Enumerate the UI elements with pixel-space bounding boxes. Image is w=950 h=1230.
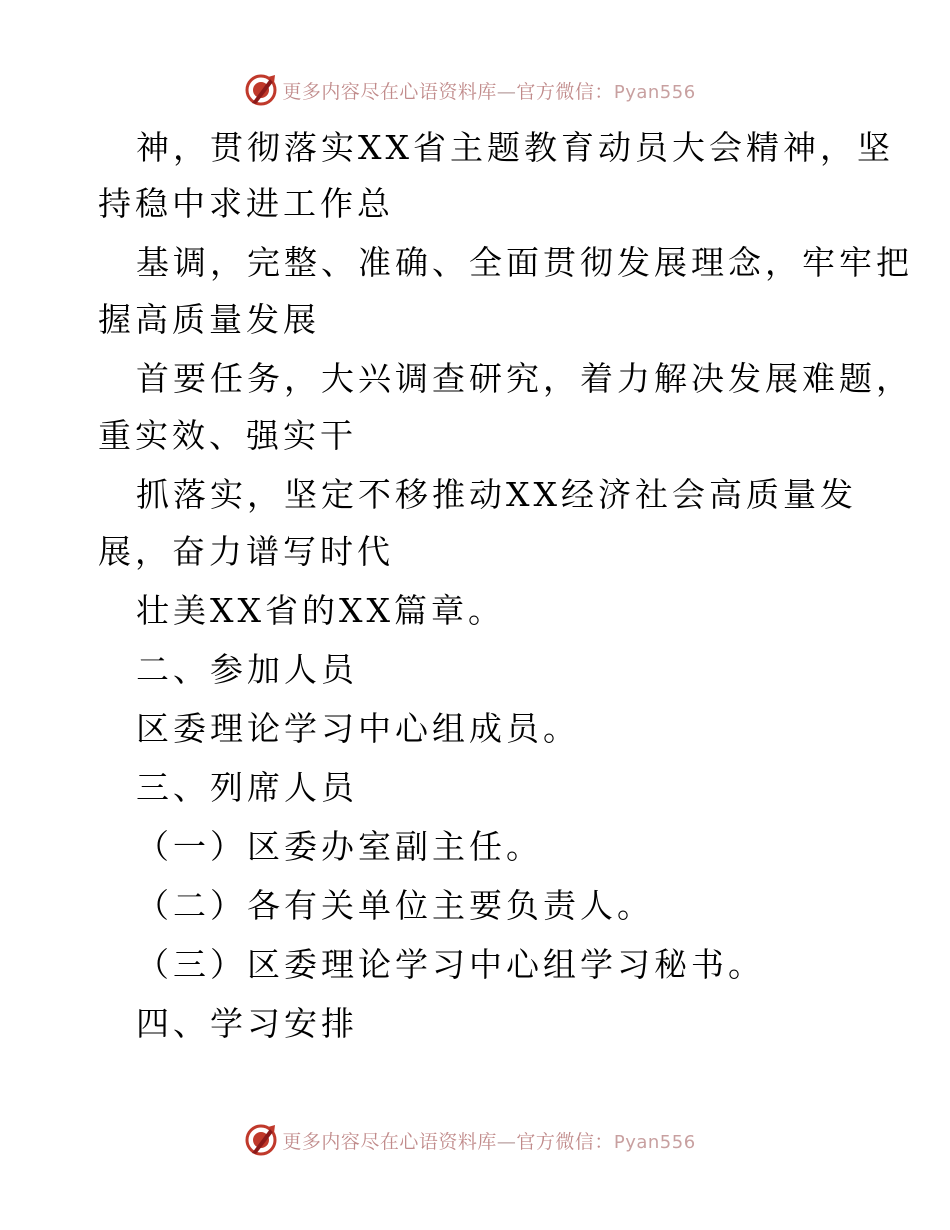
body-line: 基调，完整、准确、全面贯彻发展理念，牢牢把 xyxy=(136,243,913,282)
list-item: （一）区委办室副主任。 xyxy=(136,827,543,866)
watermark-wechat-id: Pyan556 xyxy=(613,1131,696,1153)
list-item: （二）各有关单位主要负责人。 xyxy=(136,886,654,925)
body-line: 首要任务，大兴调查研究，着力解决发展难题， xyxy=(136,359,913,398)
watermark-footer xyxy=(0,1120,950,1160)
list-item: （三）区委理论学习中心组学习秘书。 xyxy=(136,945,765,984)
body-line: 神，贯彻落实XX省主题教育动员大会精神，坚 xyxy=(136,128,894,167)
quill-logo-icon xyxy=(244,1123,278,1157)
body-line: 区委理论学习中心组成员。 xyxy=(136,709,580,748)
body-line: 抓落实，坚定不移推动XX经济社会高质量发 xyxy=(136,475,857,514)
quill-logo-icon xyxy=(244,73,278,107)
body-line: 握高质量发展 xyxy=(98,300,320,339)
body-line: 壮美XX省的XX篇章。 xyxy=(136,591,505,630)
watermark-text: 更多内容尽在心语资料库—官方微信：Pyan556 xyxy=(282,80,696,103)
body-line: 重实效、强实干 xyxy=(98,416,357,455)
body-line: 持稳中求进工作总 xyxy=(98,184,394,223)
section-heading: 三、列席人员 xyxy=(136,768,358,807)
watermark-header xyxy=(0,70,950,110)
body-line: 展，奋力谱写时代 xyxy=(98,532,394,571)
section-heading: 二、参加人员 xyxy=(136,650,358,689)
section-heading: 四、学习安排 xyxy=(136,1004,358,1043)
watermark-wechat-id: Pyan556 xyxy=(613,81,696,103)
watermark-text: 更多内容尽在心语资料库—官方微信：Pyan556 xyxy=(282,1130,696,1153)
